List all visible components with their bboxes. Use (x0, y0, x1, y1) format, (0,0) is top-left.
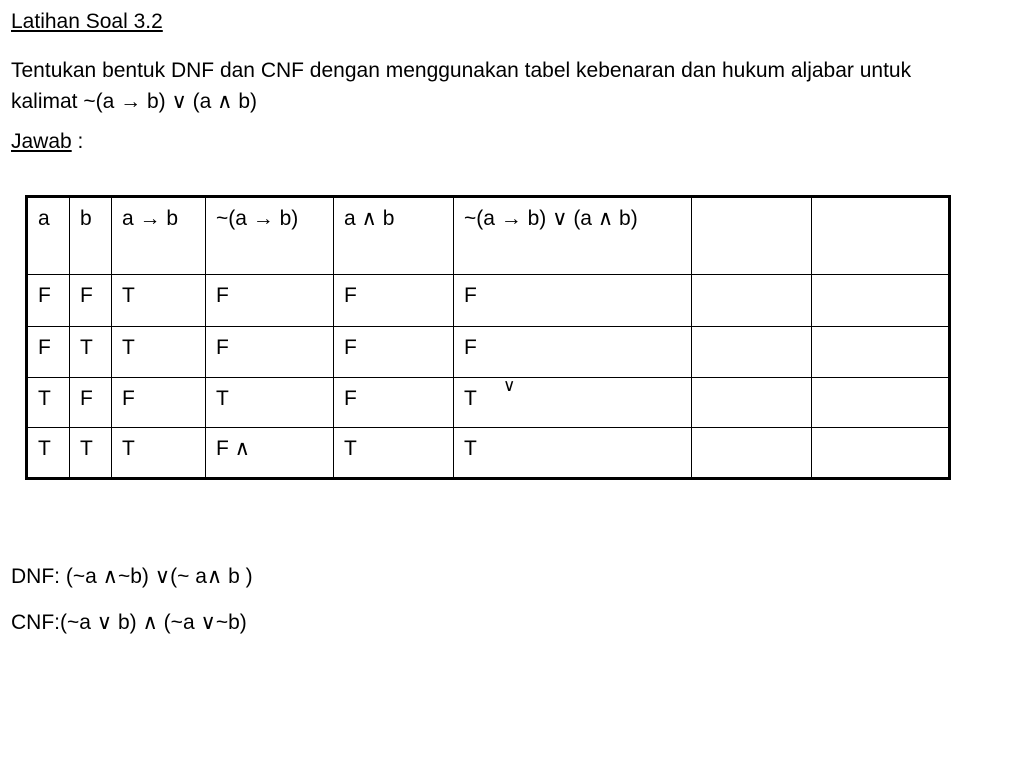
table-header-row (27, 197, 950, 275)
table-cell (812, 378, 950, 428)
table-cell: T (206, 378, 334, 428)
table-cell: T (27, 428, 70, 479)
table-cell: F (112, 378, 206, 428)
truth-table (25, 195, 951, 480)
table-cell (812, 275, 950, 327)
answer-colon: : (71, 130, 84, 153)
table-cell (692, 428, 812, 479)
table-row (27, 275, 950, 327)
header-cell: b (70, 197, 112, 275)
header-cell (692, 197, 812, 275)
table-cell: F (334, 275, 454, 327)
table-cell: F (206, 327, 334, 378)
header-cell: ~(a → b) ∨ (a ∧ b) (454, 197, 692, 275)
answer-label: Jawab (11, 130, 72, 153)
table-cell (812, 327, 950, 378)
header-cell: a ∧ b (334, 197, 454, 275)
table-cell: T (454, 378, 692, 428)
table-cell: T (454, 428, 692, 479)
table-cell: F (27, 275, 70, 327)
table-cell: F (70, 275, 112, 327)
header-cell: a (27, 197, 70, 275)
table-row (27, 428, 950, 479)
table-cell: F (27, 327, 70, 378)
table-cell: T (27, 378, 70, 428)
table-cell: T (70, 428, 112, 479)
table-cell: F (454, 327, 692, 378)
header-cell (812, 197, 950, 275)
table-cell: T (112, 428, 206, 479)
table-row (27, 327, 950, 378)
stray-or-mark: ∨ (503, 376, 516, 395)
header-cell: ~(a → b) (206, 197, 334, 275)
dnf-result: DNF: (~a ∧~b) ∨(~ a∧ b ) (11, 565, 253, 588)
table-cell (692, 275, 812, 327)
table-cell: T (334, 428, 454, 479)
table-cell (812, 428, 950, 479)
table-cell: F (70, 378, 112, 428)
answer-heading (11, 128, 83, 156)
question-text: Tentukan bentuk DNF dan CNF dengan menggunakan tabel kebenaran dan hukum aljabar untuk kalimat ~(a → b) ∨ (a ∧ b) (11, 59, 912, 113)
table-cell: F (454, 275, 692, 327)
exercise-title: Latihan Soal 3.2 (11, 10, 163, 33)
table-cell: T (70, 327, 112, 378)
table-cell: T (112, 327, 206, 378)
table-cell: F (334, 378, 454, 428)
table-cell (692, 378, 812, 428)
table-cell: T (112, 275, 206, 327)
table-row (27, 378, 950, 428)
cnf-result: CNF:(~a ∨ b) ∧ (~a ∨~b) (11, 611, 247, 634)
table-cell: F ∧ (206, 428, 334, 479)
header-cell: a → b (112, 197, 206, 275)
table-cell (692, 327, 812, 378)
table-cell: F (334, 327, 454, 378)
table-cell: F (206, 275, 334, 327)
